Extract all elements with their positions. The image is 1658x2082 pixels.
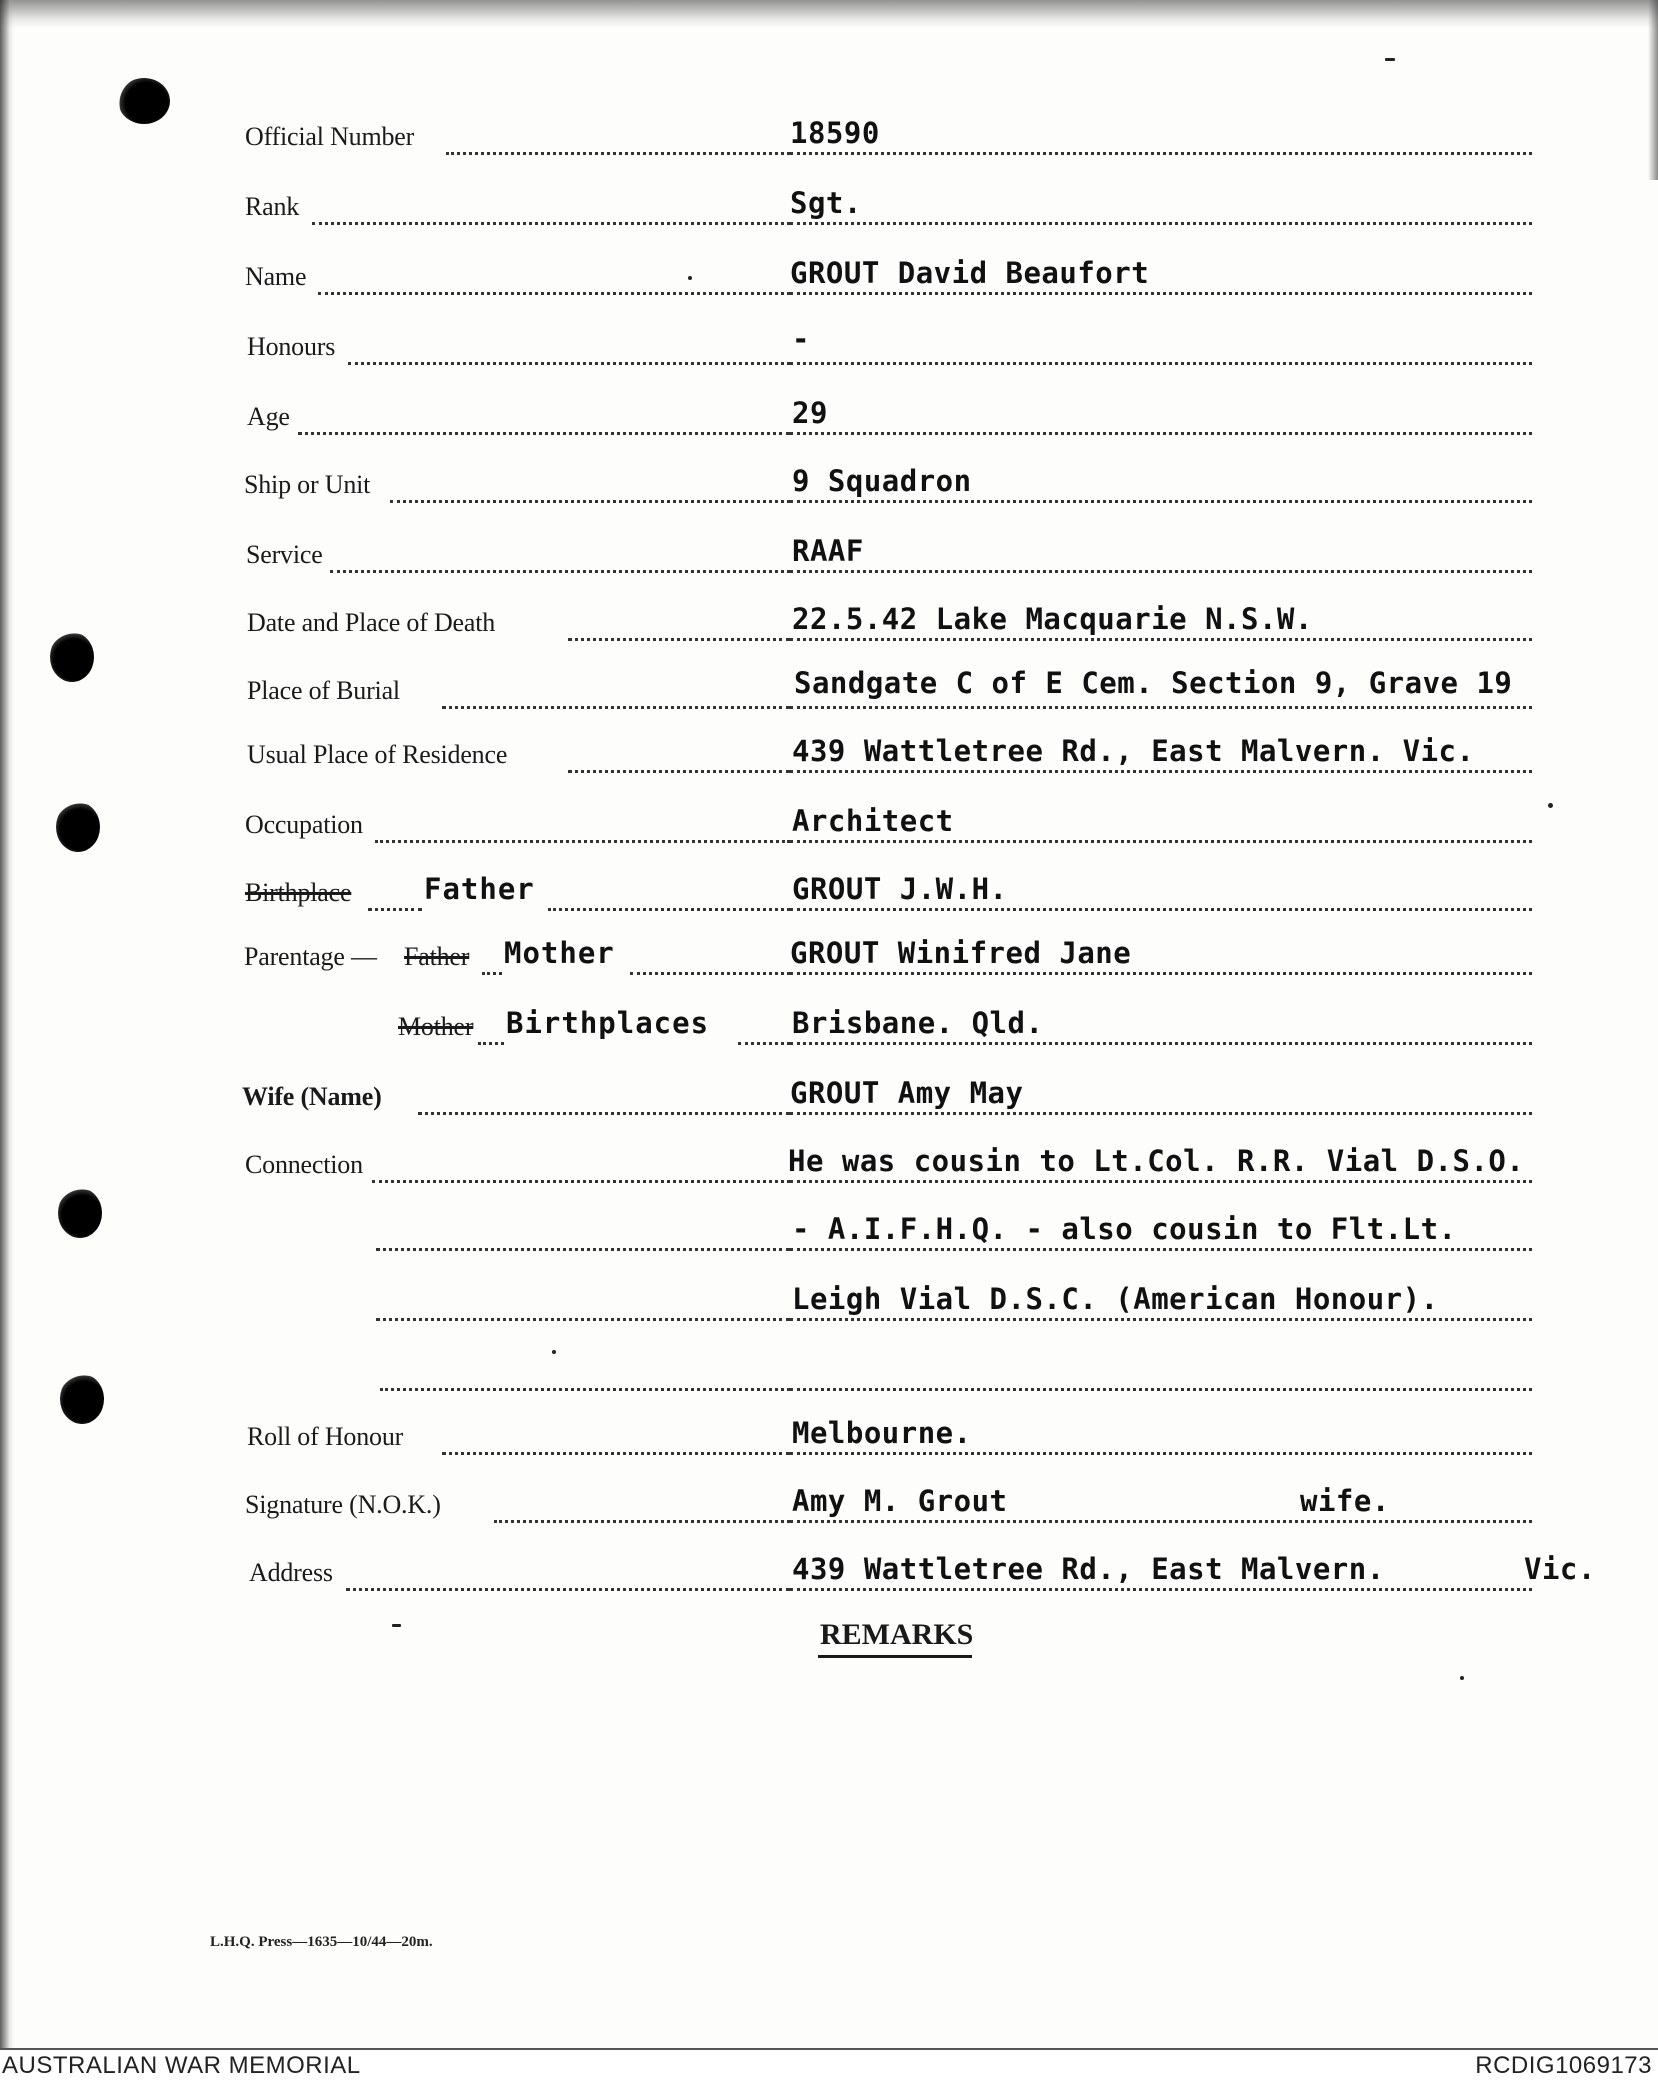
dotted-leader [790,1452,1532,1455]
field-service [0,534,1658,580]
field-label: Honours [247,332,336,361]
field-label: Usual Place of Residence [247,740,508,769]
field-ship-or-unit [0,464,1658,510]
dotted-leader [482,972,502,975]
field-label: Address [249,1558,333,1587]
dotted-leader [790,222,1532,225]
field-connection-line-2 [0,1212,1658,1258]
field-roll-of-honour [0,1416,1658,1462]
punch-hole-icon [118,78,170,124]
field-label: Connection [245,1150,363,1179]
printer-imprint: L.H.Q. Press—1635—10/44—20m. [210,1934,433,1950]
dotted-leader [330,570,790,573]
dotted-leader [548,908,790,911]
field-label-struck: Birthplace [245,878,352,907]
dotted-leader [738,1042,790,1045]
field-label: Ship or Unit [244,470,371,499]
field-label: Wife (Name) [242,1082,382,1111]
field-connection-line-3 [0,1282,1658,1328]
dotted-leader [790,840,1532,843]
field-value: Leigh Vial D.S.C. (American Honour). [792,1282,1439,1316]
field-label: Service [246,540,323,569]
scan-edge-top [0,0,1658,28]
field-mother-birthplace [0,1006,1658,1052]
field-label: Roll of Honour [247,1422,404,1451]
field-value: - A.I.F.H.Q. - also cousin to Flt.Lt. [792,1212,1457,1246]
dotted-leader [790,1112,1532,1115]
field-value: 18590 [790,116,880,150]
field-label: Date and Place of Death [247,608,496,637]
field-label-struck: Mother [398,1012,474,1041]
field-value: 9 Squadron [792,464,972,498]
dotted-leader [790,292,1532,295]
dotted-leader [790,1180,1532,1183]
field-value: RAAF [792,534,864,568]
field-connection [0,1144,1658,1190]
dotted-leader [790,500,1532,503]
field-value: 439 Wattletree Rd., East Malvern. Vic. [792,734,1475,768]
field-value: GROUT Winifred Jane [790,936,1132,970]
field-honours [0,322,1658,372]
dotted-leader [790,770,1532,773]
field-value: 22.5.42 Lake Macquarie N.S.W. [792,602,1313,636]
dotted-leader [790,638,1532,641]
dotted-leader [478,1042,504,1045]
field-parentage-mother [0,936,1658,982]
dotted-leader [790,1042,1532,1045]
dotted-leader [442,706,790,709]
field-value: GROUT Amy May [790,1076,1024,1110]
field-label: Place of Burial [247,676,400,705]
field-value-extra: wife. [1300,1484,1390,1518]
field-value: GROUT J.W.H. [792,872,1008,906]
dotted-leader [568,770,790,773]
dotted-leader [348,362,790,365]
dotted-leader [298,432,790,435]
dotted-leader [790,972,1532,975]
dotted-leader [368,908,422,911]
field-label: Occupation [245,810,363,839]
dotted-leader [380,1388,790,1391]
field-value: Sgt. [790,186,862,220]
field-birthplace-father [0,872,1658,918]
field-usual-residence [0,734,1658,780]
dotted-leader [442,1452,790,1455]
dotted-leader [318,292,790,295]
dotted-leader [390,500,790,503]
field-value-extra: Vic. [1524,1552,1596,1586]
typed-label: Birthplaces [506,1006,710,1040]
scan-speck [1548,803,1553,808]
typed-label: Father [424,872,535,906]
dotted-leader [790,1520,1532,1523]
field-wife-name [0,1076,1658,1122]
field-age [0,396,1658,442]
field-name [0,256,1658,302]
field-address [0,1552,1658,1598]
field-value: 439 Wattletree Rd., East Malvern. [792,1552,1385,1586]
dotted-leader [568,638,790,641]
field-value: Melbourne. [792,1416,972,1450]
dotted-leader [790,1248,1532,1251]
field-label-struck: Father [404,942,470,971]
dotted-leader [494,1520,790,1523]
field-value: Brisbane. Qld. [792,1006,1044,1040]
footer-source: AUSTRALIAN WAR MEMORIAL [2,2052,361,2079]
dotted-leader [790,152,1532,155]
field-value: - [792,322,810,356]
field-value: He was cousin to Lt.Col. R.R. Vial D.S.O. [788,1144,1525,1178]
field-label: Rank [245,192,300,221]
scan-speck [1385,58,1395,61]
scan-speck [552,1350,556,1354]
field-label: Official Number [245,122,415,151]
dotted-leader [790,570,1532,573]
field-value: GROUT David Beaufort [790,256,1150,290]
field-label: Parentage — [244,942,377,971]
dotted-leader [790,1588,1532,1591]
scan-speck [392,1624,401,1627]
dotted-leader [312,222,790,225]
field-signature-nok [0,1484,1658,1530]
dotted-leader [446,152,790,155]
field-value: Architect [792,804,954,838]
dotted-leader [346,1588,790,1591]
dotted-leader [630,972,790,975]
field-label: Signature (N.O.K.) [245,1490,441,1519]
typed-label: Mother [504,936,615,970]
field-official-number [0,116,1658,162]
field-rank [0,186,1658,232]
dotted-leader [790,908,1532,911]
dotted-leader [376,1248,790,1251]
field-value: Sandgate C of E Cem. Section 9, Grave 19 [794,666,1513,700]
dotted-leader [790,706,1532,709]
dotted-leader [376,1318,790,1321]
field-label: Name [245,262,307,291]
dotted-leader [790,362,1532,365]
dotted-leader [790,1388,1532,1391]
dotted-leader [375,840,790,843]
footer-identifier: RCDIG1069173 [1475,2052,1652,2079]
field-value: Amy M. Grout [792,1484,1008,1518]
scan-speck [1460,1676,1464,1680]
remarks-heading: REMARKS [820,1618,974,1651]
field-place-of-burial [0,666,1658,716]
dotted-leader [418,1112,790,1115]
field-label: Age [247,402,290,431]
dotted-leader [372,1180,790,1183]
field-value: 29 [792,396,828,430]
field-date-place-of-death [0,602,1658,648]
field-connection-line-4 [0,1358,1658,1398]
dotted-leader [790,1318,1532,1321]
remarks-underline [818,1655,972,1658]
field-occupation [0,804,1658,850]
dotted-leader [790,432,1532,435]
